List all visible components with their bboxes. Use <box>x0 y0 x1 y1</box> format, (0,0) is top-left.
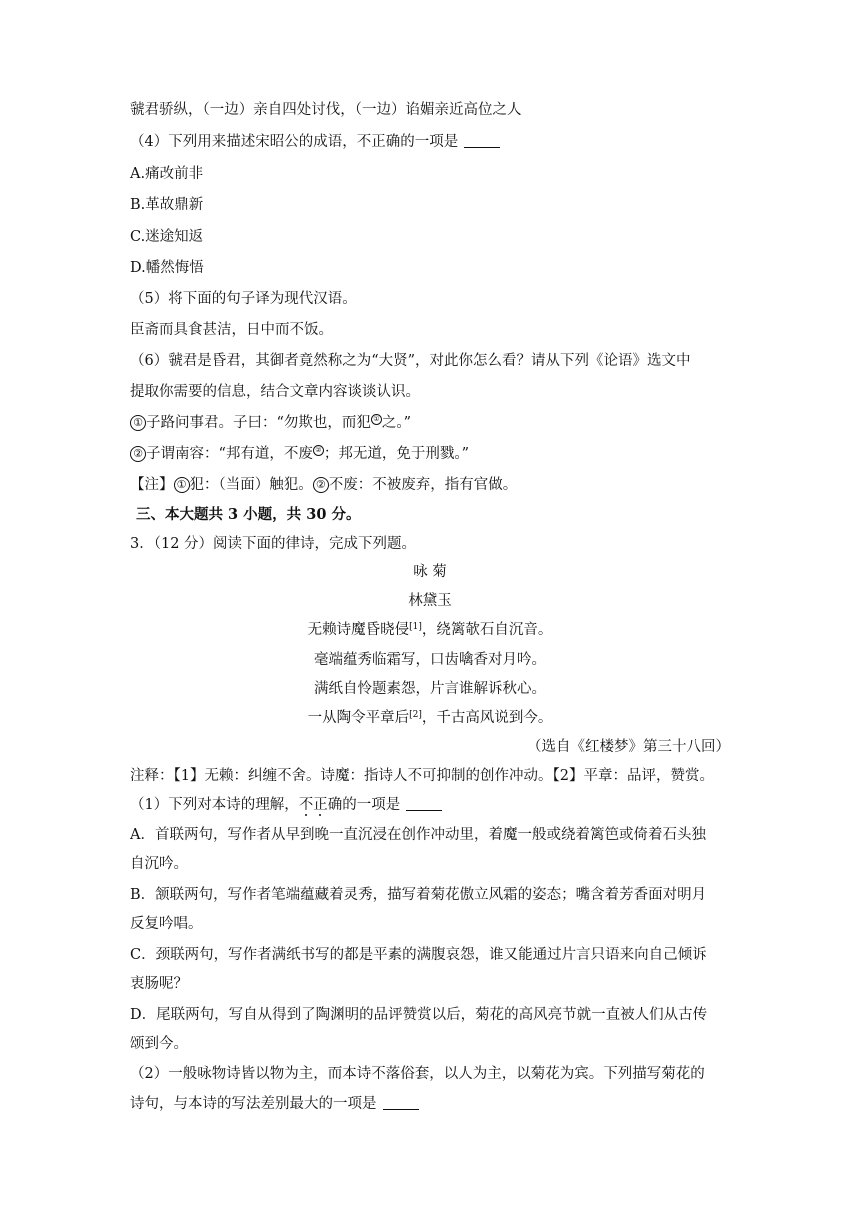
footnote-mark: [2] <box>409 710 422 720</box>
poem-line-4 <box>130 708 730 728</box>
option-b-line-2: 反复吟唱。 <box>130 916 203 932</box>
poem-text: ，绕篱欹石自沉音。 <box>421 622 553 638</box>
poem-text: 一从陶令平章后 <box>307 710 410 726</box>
question-4 <box>130 132 500 152</box>
option-c: C.迷途知返 <box>130 229 204 245</box>
note-text: 犯：（当面）触犯。 <box>189 477 313 493</box>
circled-number: ② <box>313 477 329 493</box>
option-a-line-1: A．首联两句，写作者从早到晚一直沉浸在创作冲动里，着魔一般或绕着篱笆或倚着石头独 <box>130 827 706 843</box>
question-5: （5）将下面的句子译为现代汉语。 <box>130 291 357 307</box>
circled-number: ① <box>174 477 190 493</box>
poem-title: 咏 菊 <box>413 564 447 580</box>
note-label: 【注】 <box>130 477 174 493</box>
question-text: 确的一项是 <box>327 797 401 813</box>
sentence-to-translate: 臣斋而具食甚洁，日中而不饭。 <box>130 322 333 338</box>
footnote-mark <box>371 415 382 425</box>
annotation-line <box>130 475 517 495</box>
option-b: B.革故鼎新 <box>130 197 204 213</box>
poem-author: 林黛玉 <box>408 593 452 609</box>
footnote-mark: [1] <box>409 622 422 632</box>
quote-text: 之。” <box>381 415 412 431</box>
question-text: （1）下列对本诗的理解， <box>130 797 299 813</box>
option-c-line-2: 衷肠呢？ <box>130 976 188 992</box>
option-d-line-2: 颂到今。 <box>130 1036 188 1052</box>
quote-text: ；邦无道，免于刑戮。” <box>323 446 470 462</box>
analects-quote-1 <box>130 413 411 433</box>
quote-text: 子路问事君。子曰：“勿欺也，而犯 <box>146 415 371 431</box>
poem-line-1 <box>130 620 730 640</box>
sub-question-2-line-2 <box>130 1094 419 1114</box>
text-line: 虢君骄纵，（一边）亲自四处讨伐，（一边）谄媚亲近高位之人 <box>130 102 522 118</box>
emphasis-char: 正 <box>313 797 328 813</box>
circled-number: ② <box>313 445 324 456</box>
circled-number: ① <box>130 415 146 431</box>
poem-line-3: 满纸自怜题素怨，片言谁解诉秋心。 <box>314 681 546 697</box>
poem-text: ，千古高风说到今。 <box>421 710 553 726</box>
option-b-line-1: B．颔联两句，写作者笔端蕴藏着灵秀，描写着菊花傲立风霜的姿态；嘴含着芳香面对明月 <box>130 887 707 903</box>
section-heading: 三、本大题共 3 小题，共 30 分。 <box>136 506 361 523</box>
footnote-mark <box>313 446 324 456</box>
poem-notes: 注释：【1】无赖：纠缠不舍。诗魔：指诗人不可抑制的创作冲动。【2】平章：品评，赞赏。 <box>130 768 714 784</box>
option-c-line-1: C．颈联两句，写作者满纸书写的都是平素的满腹哀怨，谁又能通过片言只语来向自己倾诉 <box>130 947 707 963</box>
answer-blank[interactable] <box>406 797 442 811</box>
option-a: A.痛改前非 <box>130 166 204 182</box>
poem-line-2: 毫端蕴秀临霜写，口齿噙香对月吟。 <box>314 652 546 668</box>
question-6-line-1: （6）虢君是昏君，其御者竟然称之为“大贤”，对此你怎么看？请从下列《论语》选文中 <box>130 353 691 369</box>
note-text: 不废：不被废弃，指有官做。 <box>328 477 518 493</box>
question-text: 诗句，与本诗的写法差别最大的一项是 <box>130 1096 377 1112</box>
answer-blank[interactable] <box>464 134 500 148</box>
poem-text: 无赖诗魔昏晓侵 <box>307 622 410 638</box>
option-d-line-1: D．尾联两句，写自从得到了陶渊明的品评赞赏以后，菊花的高风亮节就一直被人们从古传 <box>130 1007 708 1023</box>
question-text: （4）下列用来描述宋昭公的成语，不正确的一项是 <box>130 134 459 150</box>
question-6-line-2: 提取你需要的信息，结合文章内容谈谈认识。 <box>130 384 420 400</box>
emphasis-char: 不 <box>298 797 314 813</box>
option-a-line-2: 自沉吟。 <box>130 856 188 872</box>
sub-question-1 <box>130 795 442 815</box>
analects-quote-2 <box>130 444 469 464</box>
sub-question-2-line-1: （2）一般咏物诗皆以物为主，而本诗不落俗套，以人为主，以菊花为宾。下列描写菊花的 <box>130 1066 705 1082</box>
circled-number: ② <box>130 446 146 462</box>
answer-blank[interactable] <box>383 1096 419 1110</box>
poem-source: （选自《红楼梦》第三十八回） <box>527 739 730 755</box>
option-d: D.幡然悔悟 <box>130 260 204 276</box>
quote-text: 子谓南容：“邦有道，不废 <box>146 446 313 462</box>
question-3-heading: 3．（12 分）阅读下面的律诗，完成下列题。 <box>130 536 417 552</box>
circled-number: ① <box>371 414 382 425</box>
